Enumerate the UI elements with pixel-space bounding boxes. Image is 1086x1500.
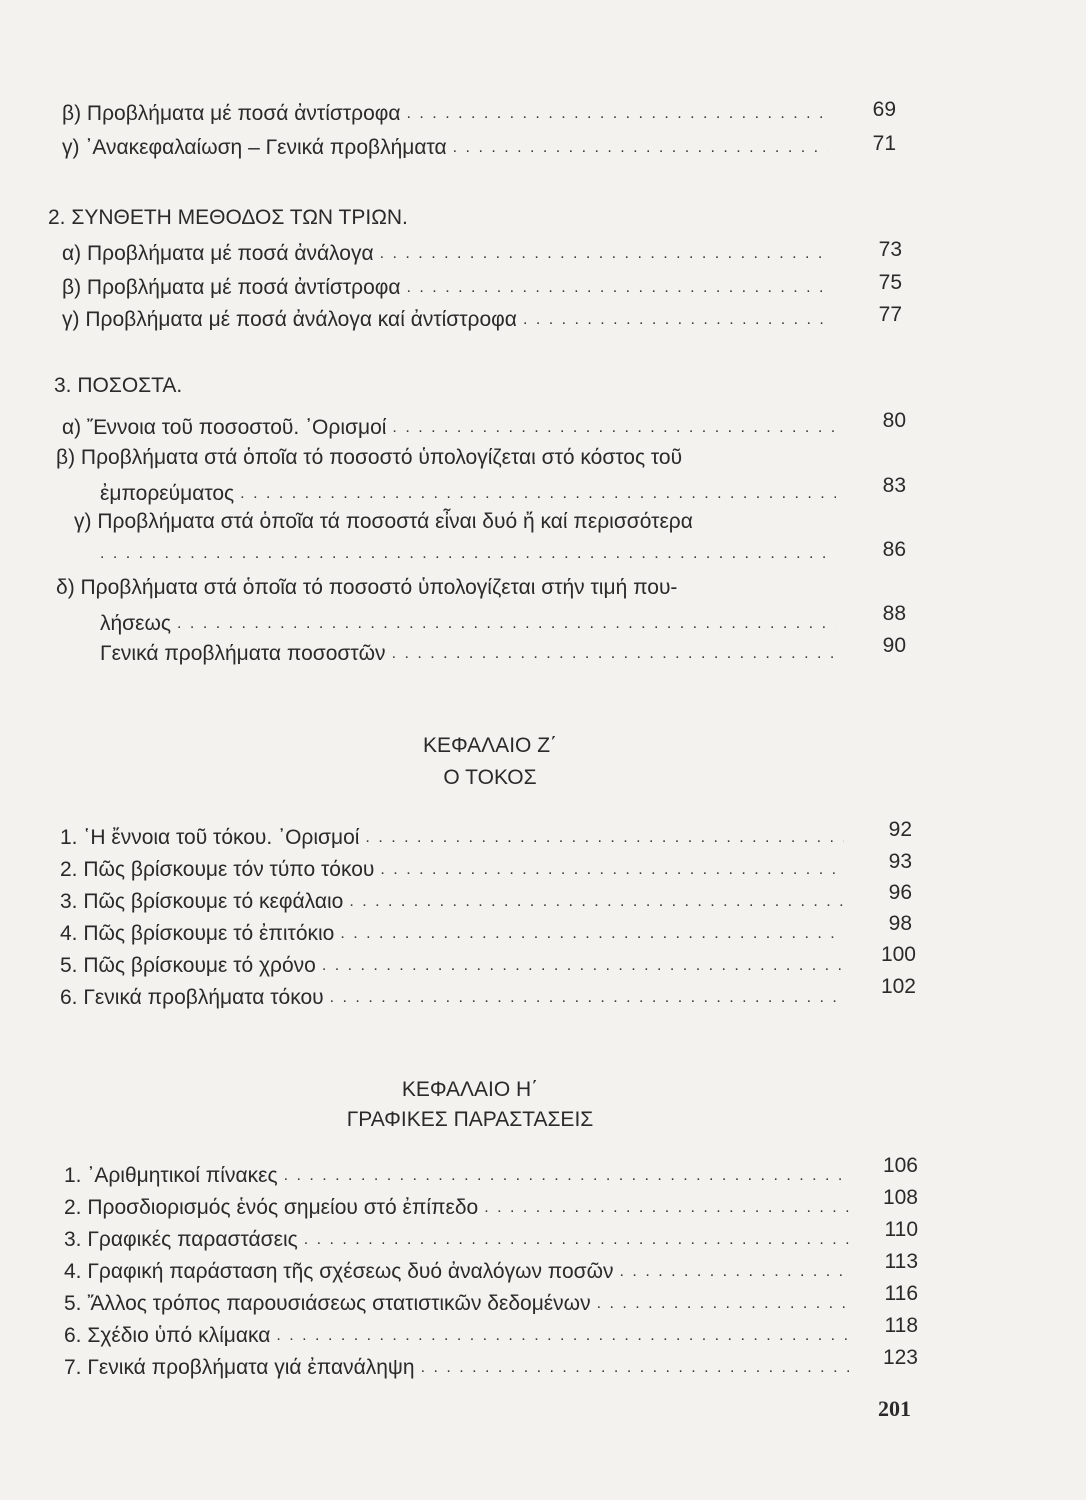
leader-dots bbox=[365, 830, 844, 846]
toc-entry bbox=[64, 1260, 856, 1284]
section-title: 2. ΣΥΝΘΕΤΗ ΜΕΘΟΔΟΣ ΤΩΝ ΤΡΙΩΝ. bbox=[48, 206, 408, 229]
chapter-heading: ΚΕΦΑΛΑΙΟ Ζ΄ bbox=[422, 734, 558, 757]
leader-dots bbox=[304, 1232, 850, 1248]
leader-dots bbox=[284, 1168, 850, 1184]
toc-entry bbox=[62, 242, 834, 266]
leader-dots bbox=[349, 894, 844, 910]
chapter-subheading: Ο ΤΟΚΟΣ bbox=[443, 766, 537, 789]
toc-entry bbox=[100, 612, 842, 636]
toc-entry-label: 1. ᾿Αριθμητικοί πίνακες bbox=[64, 1164, 278, 1187]
toc-page-number: 88 bbox=[882, 602, 906, 625]
toc-page-number: 116 bbox=[884, 1282, 918, 1305]
toc-entry-label: 3. Γραφικές παραστάσεις bbox=[64, 1228, 298, 1251]
toc-entry bbox=[60, 986, 850, 1010]
chapter-heading: ΚΕΦΑΛΑΙΟ Η΄ bbox=[401, 1078, 539, 1101]
toc-entry-label: β) Προβλήματα στά ὁποῖα τό ποσοστό ὑπολογίζεται στό κόστος τοῦ bbox=[56, 446, 683, 469]
leader-dots bbox=[407, 106, 828, 122]
toc-entry bbox=[100, 546, 842, 566]
leader-dots bbox=[421, 1360, 850, 1376]
toc-page-number: 73 bbox=[878, 238, 902, 261]
toc-entry bbox=[60, 890, 850, 914]
toc-page-number: 96 bbox=[888, 881, 912, 904]
leader-dots bbox=[380, 246, 828, 262]
toc-entry bbox=[62, 276, 834, 300]
leader-dots bbox=[177, 616, 836, 632]
toc-entry-label: δ) Προβλήματα στά ὁποῖα τό ποσοστό ὑπολογίζεται στήν τιμή που- bbox=[56, 576, 678, 599]
toc-entry-label: β) Προβλήματα μέ ποσά ἀντίστροφα bbox=[62, 276, 401, 299]
toc-entry-label: λήσεως bbox=[100, 612, 172, 635]
leader-dots bbox=[484, 1200, 850, 1216]
leader-dots bbox=[392, 646, 836, 662]
toc-page-number: 86 bbox=[882, 538, 906, 561]
toc-page-number: 102 bbox=[880, 975, 916, 998]
toc-page-number: 92 bbox=[888, 818, 912, 841]
leader-dots bbox=[620, 1264, 850, 1280]
toc-entry-label: 2. Πῶς βρίσκουμε τόν τύπο τόκου bbox=[60, 858, 375, 881]
toc-entry-label: Γενικά προβλήματα ποσοστῶν bbox=[100, 642, 386, 665]
leader-dots bbox=[340, 926, 844, 942]
toc-page-number: 71 bbox=[872, 132, 896, 155]
toc-page-number: 100 bbox=[880, 943, 916, 966]
toc-entry bbox=[64, 1196, 856, 1220]
leader-dots bbox=[453, 140, 828, 156]
toc-page-number: 75 bbox=[878, 271, 902, 294]
toc-page-number: 83 bbox=[882, 474, 906, 497]
toc-entry bbox=[60, 954, 850, 978]
toc-entry-label: 6. Σχέδιο ὑπό κλίμακα bbox=[64, 1324, 271, 1347]
toc-page-number: 80 bbox=[882, 409, 906, 432]
toc-entry-label: α) Ἔννοια τοῦ ποσοστοῦ. ᾿Ορισμοί bbox=[62, 416, 387, 439]
toc-entry-label: 5. Πῶς βρίσκουμε τό χρόνο bbox=[60, 954, 316, 977]
toc-page-number: 108 bbox=[882, 1186, 918, 1209]
toc-entry bbox=[60, 826, 850, 850]
toc-page-number: 93 bbox=[888, 850, 912, 873]
toc-page-number: 113 bbox=[884, 1250, 918, 1273]
leader-dots bbox=[597, 1296, 850, 1312]
toc-entry-label: 4. Γραφική παράσταση τῆς σχέσεως δυό ἀναλόγων ποσῶν bbox=[64, 1260, 614, 1283]
toc-page-number: 98 bbox=[888, 912, 912, 935]
toc-entry-label: α) Προβλήματα μέ ποσά ἀνάλογα bbox=[62, 242, 374, 265]
toc-entry bbox=[60, 922, 850, 946]
toc-entry-label: 5. Ἄλλος τρόπος παρουσιάσεως στατιστικῶν δεδομένων bbox=[64, 1292, 591, 1315]
toc-entry bbox=[62, 308, 834, 332]
toc-page-number: 118 bbox=[884, 1314, 918, 1337]
toc-page-number: 123 bbox=[882, 1346, 918, 1369]
leader-dots bbox=[392, 420, 834, 436]
toc-entry bbox=[64, 1356, 856, 1380]
toc-entry bbox=[64, 1164, 856, 1188]
toc-entry-label: 6. Γενικά προβλήματα τόκου bbox=[60, 986, 324, 1009]
leader-dots bbox=[523, 312, 828, 328]
toc-entry-label: β) Προβλήματα μέ ποσά ἀντίστροφα bbox=[62, 102, 401, 125]
toc-entry bbox=[62, 102, 834, 126]
chapter-subheading: ΓΡΑΦΙΚΕΣ ΠΑΡΑΣΤΑΣΕΙΣ bbox=[346, 1108, 594, 1131]
leader-dots bbox=[407, 280, 828, 296]
toc-entry bbox=[60, 858, 850, 882]
toc-entry bbox=[100, 482, 842, 506]
toc-page-number: 110 bbox=[884, 1218, 918, 1241]
toc-entry-label: 1. ῾Η ἔννοια τοῦ τόκου. ᾿Ορισμοί bbox=[60, 826, 360, 849]
toc-entry-label: γ) Προβλήματα μέ ποσά ἀνάλογα καί ἀντίστροφα bbox=[62, 308, 517, 331]
toc-entry bbox=[64, 1324, 856, 1348]
toc-entry bbox=[64, 1292, 856, 1316]
toc-entry bbox=[62, 136, 834, 160]
toc-entry-label: γ) Προβλήματα στά ὁποῖα τά ποσοστά εἶναι δυό ἤ καί περισσότερα bbox=[74, 510, 693, 533]
toc-entry-label: 7. Γενικά προβλήματα γιά ἐπανάληψη bbox=[64, 1356, 415, 1379]
page-folio: 201 bbox=[878, 1396, 911, 1421]
leader-dots bbox=[100, 546, 836, 562]
section-title: 3. ΠΟΣΟΣΤΑ. bbox=[54, 374, 183, 397]
toc-entry bbox=[100, 642, 842, 666]
toc-entry-label: γ) ᾿Ανακεφαλαίωση – Γενικά προβλήματα bbox=[62, 136, 447, 159]
toc-entry-label: 4. Πῶς βρίσκουμε τό ἐπιτόκιο bbox=[60, 922, 335, 945]
toc-entry-label: 3. Πῶς βρίσκουμε τό κεφάλαιο bbox=[60, 890, 344, 913]
leader-dots bbox=[380, 862, 844, 878]
toc-page-number: 90 bbox=[882, 634, 906, 657]
toc-entry bbox=[62, 416, 840, 440]
leader-dots bbox=[276, 1328, 850, 1344]
toc-page-number: 77 bbox=[878, 303, 902, 326]
toc-page-number: 69 bbox=[872, 98, 896, 121]
toc-entry-label: ἐμπορεύματος bbox=[100, 482, 235, 505]
leader-dots bbox=[240, 486, 836, 502]
toc-entry-label: 2. Προσδιορισμός ἑνός σημείου στό ἐπίπεδο bbox=[64, 1196, 479, 1219]
leader-dots bbox=[322, 958, 844, 974]
leader-dots bbox=[330, 990, 844, 1006]
toc-page-number: 106 bbox=[882, 1154, 918, 1177]
toc-entry bbox=[64, 1228, 856, 1252]
